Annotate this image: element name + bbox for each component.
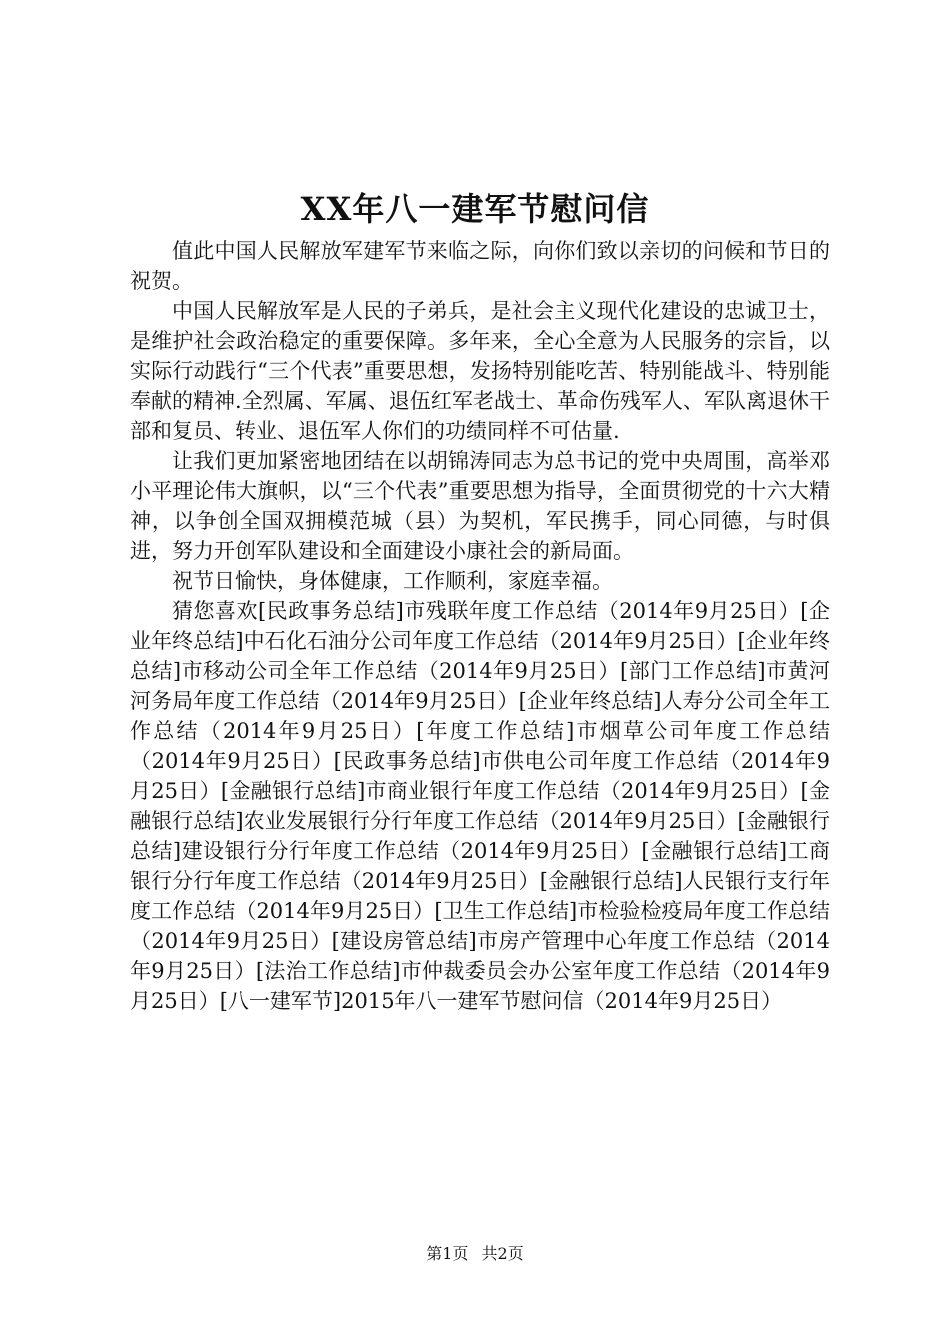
page-footer (0, 1243, 950, 1265)
document-title: XX年八一建军节慰问信 (300, 190, 650, 228)
page-total: 共2页 (481, 1244, 524, 1263)
paragraph-army-role: 中国人民解放军是人民的子弟兵，是社会主义现代化建设的忠诚卫士，是维护社会政治稳定的重要保障。多年来，全心全意为人民服务的宗旨，以实际行动践行“三个代表”重要思想，发扬特别能吃苦、特别能战斗、特别能奉献的精神.全烈属、军属、退伍红军老战士、革命伤残军人、军队离退休干部和复员、转业、退伍军人你们的功绩同样不可估量. (130, 299, 830, 443)
paragraph-greeting: 值此中国人民解放军建军节来临之际，向你们致以亲切的问候和节日的祝贺。 (130, 239, 830, 293)
paragraph-related-links: 猜您喜欢[民政事务总结]市残联年度工作总结（2014年9月25日）[企业年终总结]中石化石油分公司年度工作总结（2014年9月25日）[企业年终总结]市移动公司全年工作总结（2014年9月25日）[部门工作总结]市黄河河务局年度工作总结（2014年9月25日）[企业年终总结]人寿分公司全年工作总结（2014年9月25日）[年度工作总结]市烟草公司年度工作总结（2014年9月25日）[民政事务总结]市供电公司年度工作总结（2014年9月25日）[金融银行总结]市商业银行年度工作总结（2014年9月25日）[金融银行总结]农业发展银行分行年度工作总结（2014年9月25日）[金融银行总结]建设银行分行年度工作总结（2014年9月25日）[金融银行总结]工商银行分行年度工作总结（2014年9月25日）[金融银行总结]人民银行支行年度工作总结（2014年9月25日）[卫生工作总结]市检验检疫局年度工作总结（2014年9月25日）[建设房管总结]市房产管理中心年度工作总结（2014年9月25日）[法治工作总结]市仲裁委员会办公室年度工作总结（2014年9月25日）[八一建军节]2015年八一建军节慰问信（2014年9月25日） (130, 599, 830, 1013)
document-body (130, 236, 830, 1016)
paragraph-wishes: 祝节日愉快，身体健康，工作顺利，家庭幸福。 (172, 569, 613, 593)
paragraph-unity-call: 让我们更加紧密地团结在以胡锦涛同志为总书记的党中央周围，高举邓小平理论伟大旗帜，以“三个代表”重要思想为指导，全面贯彻党的十六大精神，以争创全国双拥模范城（县）为契机，军民携手，同心同德，与时俱进，努力开创军队建设和全面建设小康社会的新局面。 (130, 449, 830, 563)
page-number: 第1页 (426, 1244, 469, 1263)
